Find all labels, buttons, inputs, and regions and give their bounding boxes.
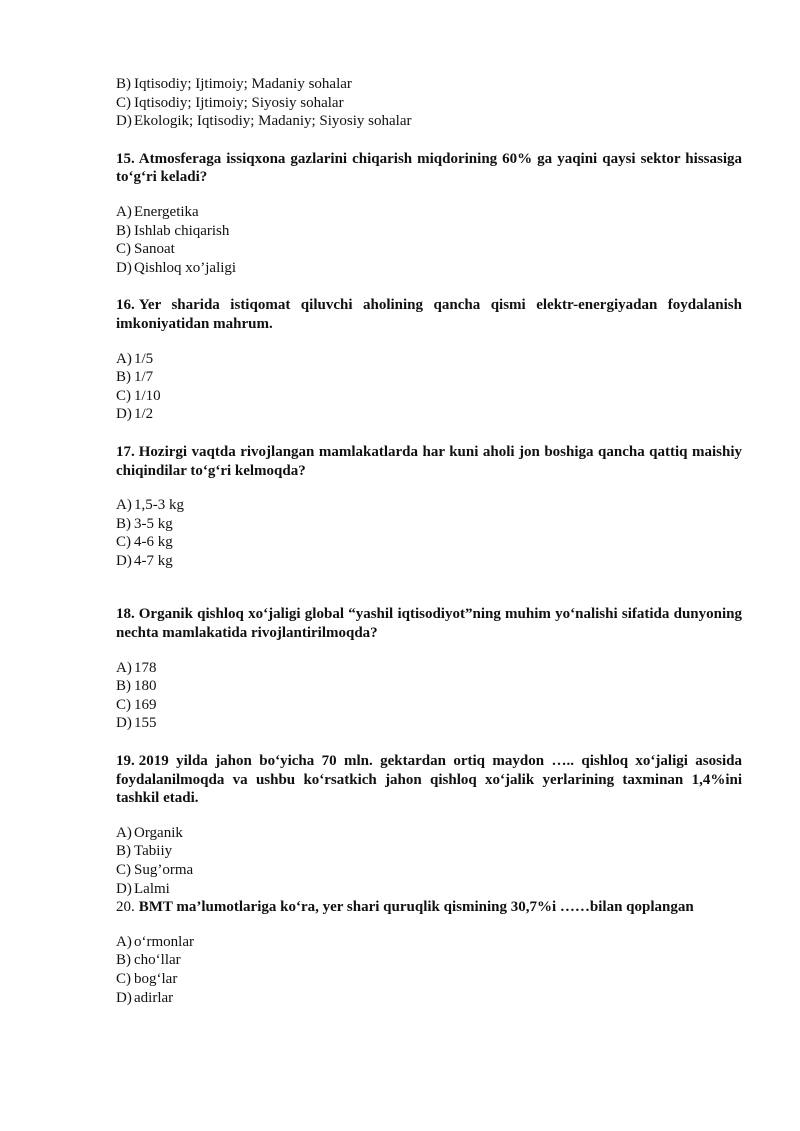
option-d: D) 1/2 (116, 406, 154, 423)
question-17-options (116, 496, 742, 570)
option-d: D) adirlar (116, 989, 174, 1006)
option-d: D) 4-7 kg (116, 552, 173, 569)
question-17: 17. Hozirgi vaqtda rivojlangan mamlakatlarda har kuni aholi jon boshiga qancha qattiq maishiy chiqindilar to‘g‘ri kelmoqda? (116, 443, 742, 479)
option-a: A) 1/5 (116, 350, 154, 367)
question-16-options (116, 350, 742, 424)
question-20: 20. BMT ma’lumotlariga ko‘ra, yer shari quruqlik qismining 30,7%i ……bilan qoplangan (116, 899, 694, 916)
option-d: D) Lalmi (116, 880, 170, 897)
option-a: A) Organik (116, 824, 183, 841)
option-a: A) 178 (116, 659, 157, 676)
option-a: A) Energetika (116, 203, 199, 220)
question-19: 19. 2019 yilda jahon bo‘yicha 70 mln. gektardan ortiq maydon ….. qishloq xo‘jaligi asosida foydalanilmoqda va ushbu ko‘rsatkich jahon qishloq xo‘jalik yerlarining taxminan 1,4%ini tashkil etadi. (116, 753, 742, 807)
option-c: C) bog‘lar (116, 970, 178, 987)
question-15-options (116, 203, 742, 277)
option-d: D) Qishloq xo’jaligi (116, 259, 237, 276)
option-c: C) 169 (116, 696, 157, 713)
option-b: B) Tabiiy (116, 843, 173, 860)
option-a: A) o‘rmonlar (116, 933, 194, 950)
carryover-options (116, 75, 742, 131)
option-d: D) 155 (116, 715, 157, 732)
question-20-options (116, 933, 742, 1007)
option-c: C) Iqtisodiy; Ijtimoiy; Siyosiy sohalar (116, 94, 344, 111)
question-18-options (116, 659, 742, 733)
option-b: B) Iqtisodiy; Ijtimoiy; Madaniy sohalar (116, 76, 352, 92)
option-c: C) 4-6 kg (116, 534, 173, 551)
option-d: D) Ekologik; Iqtisodiy; Madaniy; Siyosiy sohalar (116, 113, 412, 130)
option-b: B) cho‘llar (116, 952, 181, 969)
question-15: 15. Atmosferaga issiqxona gazlarini chiqarish miqdorining 60% ga yaqini qaysi sektor hissasiga to‘g‘ri keladi? (116, 150, 742, 186)
option-a: A) 1,5-3 kg (116, 497, 184, 514)
option-b: B) 3-5 kg (116, 515, 173, 532)
option-b: B) 1/7 (116, 369, 154, 386)
question-16: 16. Yer sharida istiqomat qiluvchi aholining qancha qismi elektr-energiyadan foydalanish imkoniyatidan mahrum. (116, 297, 742, 332)
option-c: C) Sanoat (116, 241, 175, 258)
option-c: C) Sug’orma (116, 862, 194, 878)
question-18: 18. Organik qishloq xo‘jaligi global “yashil iqtisodiyot”ning muhim yo‘nalishi sifatida dunyoning nechta mamlakatida rivojlantirilmoqda? (116, 606, 742, 642)
option-b: B) Ishlab chiqarish (116, 222, 230, 239)
option-b: B) 180 (116, 678, 157, 695)
option-c: C) 1/10 (116, 387, 161, 404)
question-19-options (116, 824, 742, 898)
